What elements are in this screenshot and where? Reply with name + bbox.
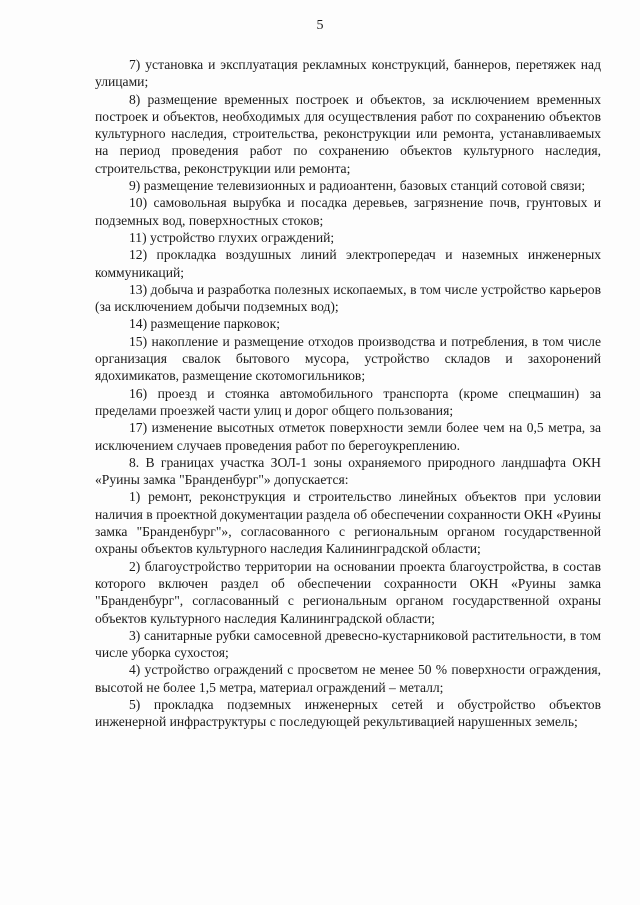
allowed-item-1-linear-objects: 1) ремонт, реконструкция и строительство линейных объектов при условии наличия в проектной документации раздела об обеспечении сохранности ОКН «Руины замка "Бранденбург"», согласованного с региональным органом государственной охраны объектов культурного наследия Калининградской области; xyxy=(95,489,601,557)
list-item-10-tree-felling: 10) самовольная вырубка и посадка деревьев, загрязнение почв, грунтовых и подземных вод, поверхностных стоков; xyxy=(95,195,601,228)
list-item-13-mining: 13) добыча и разработка полезных ископаемых, в том числе устройство карьеров (за исключением добычи подземных вод); xyxy=(95,281,601,315)
page-number: 5 xyxy=(316,18,324,33)
list-item-7-advertising: 7) установка и эксплуатация рекламных конструкций, баннеров, перетяжек над улицами; xyxy=(95,57,601,90)
list-item-9-antennas: 9) размещение телевизионных и радиоантенн, базовых станций сотовой связи; xyxy=(129,178,586,194)
list-item-17-elevation: 17) изменение высотных отметок поверхности земли более чем на 0,5 метра, за исключением случаев проведения работ по берегоукреплению. xyxy=(95,420,601,453)
list-item-16-vehicles: 16) проезд и стоянка автомобильного транспорта (кроме спецмашин) за пределами проезжей части улиц и дорог общего пользования; xyxy=(95,385,601,418)
allowed-item-5-underground-networks: 5) прокладка подземных инженерных сетей и обустройство объектов инженерной инфраструктуры с последующей рекультивацией нарушенных земель; xyxy=(95,696,601,730)
allowed-item-2-landscaping: 2) благоустройство территории на основании проекта благоустройства, в состав которого включен раздел об обеспечении сохранности ОКН «Руины замка "Бранденбург", согласованный с региональным органом государственной охраны объектов культурного наследия Калининградской области; xyxy=(95,558,601,626)
document-body xyxy=(95,56,601,731)
section-8-heading: 8. В границах участка ЗОЛ-1 зоны охраняемого природного ландшафта ОКН «Руины замка "Бранденбург"» допускается: xyxy=(95,454,601,488)
allowed-item-3-sanitary-felling: 3) санитарные рубки самосевной древесно-кустарниковой растительности, в том числе уборка сухостоя; xyxy=(95,627,601,661)
list-item-8-temporary-buildings: 8) размещение временных построек и объектов, за исключением временных построек и объектов, необходимых для осуществления работ по сохранению объектов культурного наследия, строительства, реконструкции или ремонта, устанавливаемых на период проведения работ по сохранению объектов культурного наследия, строительства, реконструкции или ремонта; xyxy=(95,91,601,176)
list-item-14-parking: 14) размещение парковок; xyxy=(129,316,280,332)
list-item-11-solid-fences: 11) устройство глухих ограждений; xyxy=(129,229,335,245)
allowed-item-4-fences: 4) устройство ограждений с просветом не менее 50 % поверхности ограждения, высотой не более 1,5 метра, материал ограждений – металл; xyxy=(95,662,601,695)
list-item-12-overhead-lines: 12) прокладка воздушных линий электропередач и наземных инженерных коммуникаций; xyxy=(95,247,601,280)
list-item-15-waste: 15) накопление и размещение отходов производства и потребления, в том числе организация свалок бытового мусора, устройство складов и захоронений ядохимикатов, размещение скотомогильников; xyxy=(95,333,601,384)
